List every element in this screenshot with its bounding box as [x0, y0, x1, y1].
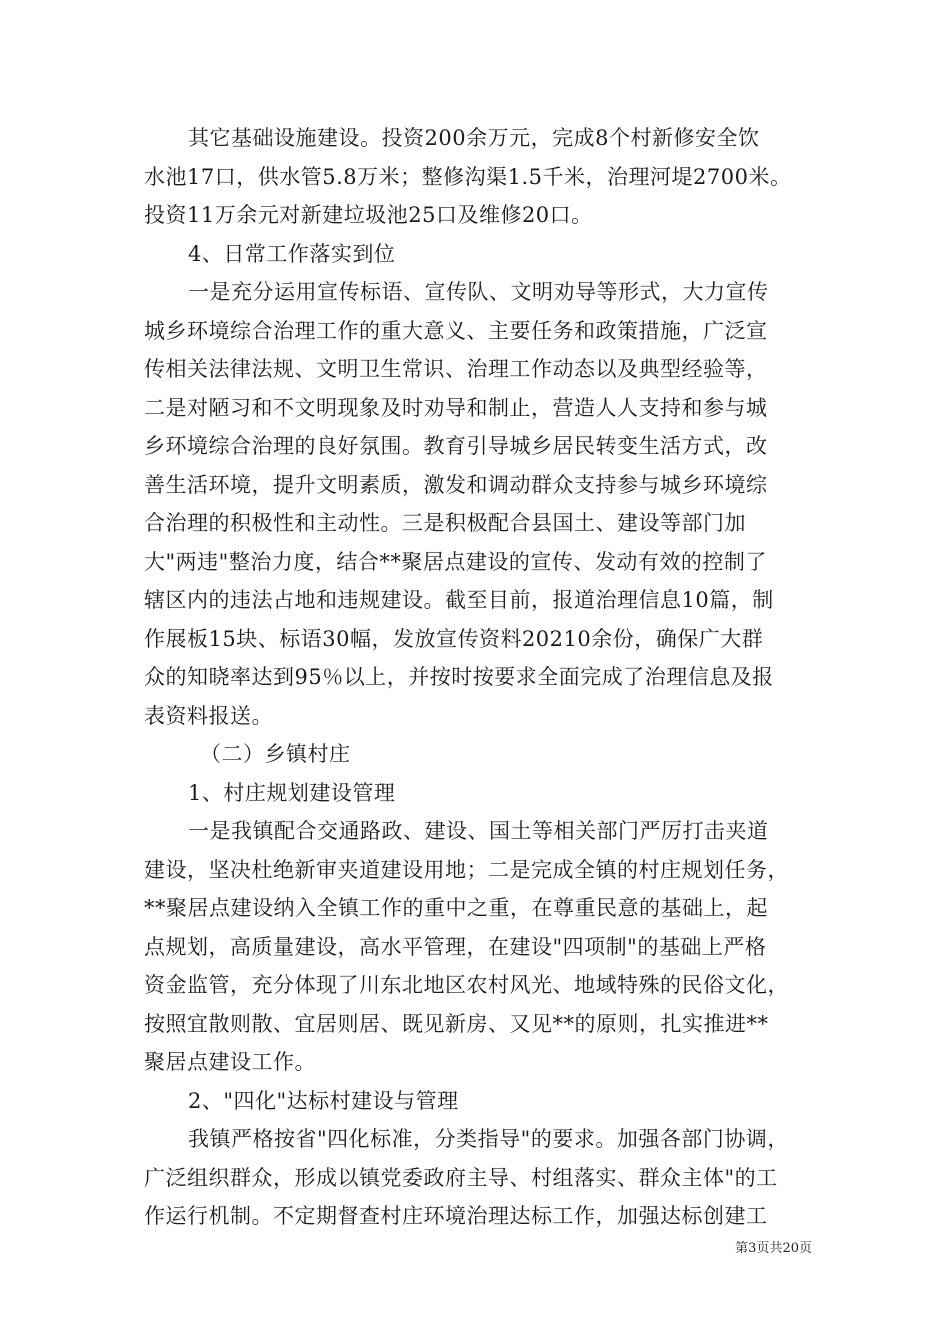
text-line: 1、村庄规划建设管理: [188, 780, 396, 805]
text-line: 按照宜散则散、宜居则居、既见新房、又见**的原则，扎实推进**: [144, 1011, 769, 1036]
text-line: 合治理的积极性和主动性。三是积极配合县国土、建设等部门加: [144, 511, 746, 535]
text-line: **聚居点建设纳入全镇工作的重中之重，在尊重民意的基础上，起: [144, 896, 768, 920]
text-line: 建设，坚决杜绝新审夹道建设用地；二是完成全镇的村庄规划任务，: [144, 857, 789, 882]
text-line: 聚居点建设工作。: [144, 1050, 316, 1074]
text-line: 水池17口，供水管5.8万米；整修沟渠1.5千米，治理河堤2700米。: [144, 164, 792, 189]
text-line: 大"两违"整治力度，结合**聚居点建设的宣传、发动有效的控制了: [144, 549, 767, 574]
text-line: 作运行机制。不定期督查村庄环境治理达标工作，加强达标创建工: [144, 1204, 768, 1228]
text-line: 善生活环境，提升文明素质，激发和调动群众支持参与城乡环境综: [144, 472, 768, 497]
text-line: 投资11万余元对新建垃圾池25口及维修20口。: [144, 203, 593, 227]
text-line: 表资料报送。: [144, 703, 273, 728]
text-line: 乡环境综合治理的良好氛围。教育引导城乡居民转变生活方式，改: [144, 434, 768, 458]
text-line: 我镇严格按省"四化标准，分类指导"的要求。加强各部门协调，: [188, 1127, 789, 1151]
page-number: 第3页共20页: [735, 1241, 812, 1256]
document-body: [144, 119, 820, 1236]
text-line: 一是我镇配合交通路政、建设、国土等相关部门严厉打击夹道: [188, 819, 769, 843]
text-line: 2、"四化"达标村建设与管理: [188, 1088, 459, 1113]
text-line: 传相关法律法规、文明卫生常识、治理工作动态以及典型经验等，: [144, 357, 768, 381]
text-line: 4、日常工作落实到位: [188, 241, 396, 266]
text-line: 其它基础设施建设。投资200余万元，完成8个村新修安全饮: [188, 126, 760, 150]
text-line: 点规划，高质量建设，高水平管理，在建设"四项制"的基础上严格: [144, 934, 767, 959]
text-line: 二是对陋习和不文明现象及时劝导和制止，营造人人支持和参与城: [144, 395, 768, 420]
text-line: 辖区内的违法占地和违规建设。截至目前，报道治理信息10篇，制: [144, 588, 774, 612]
text-line: 城乡环境综合治理工作的重大意义、主要任务和政策措施，广泛宣: [144, 318, 768, 343]
text-line: 一是充分运用宣传标语、宣传队、文明劝导等形式，大力宣传: [188, 280, 769, 304]
text-line: （二）乡镇村庄: [200, 742, 351, 766]
text-line: 作展板15块、标语30幅，发放宣传资料20210余份，确保广大群: [144, 626, 764, 651]
text-line: 众的知晓率达到95％以上，并按时按要求全面完成了治理信息及报: [144, 665, 774, 689]
text-line: 资金监管，充分体现了川东北地区农村风光、地域特殊的民俗文化，: [144, 973, 789, 997]
text-line: 广泛组织群众，形成以镇党委政府主导、村组落实、群众主体"的工: [144, 1165, 778, 1190]
